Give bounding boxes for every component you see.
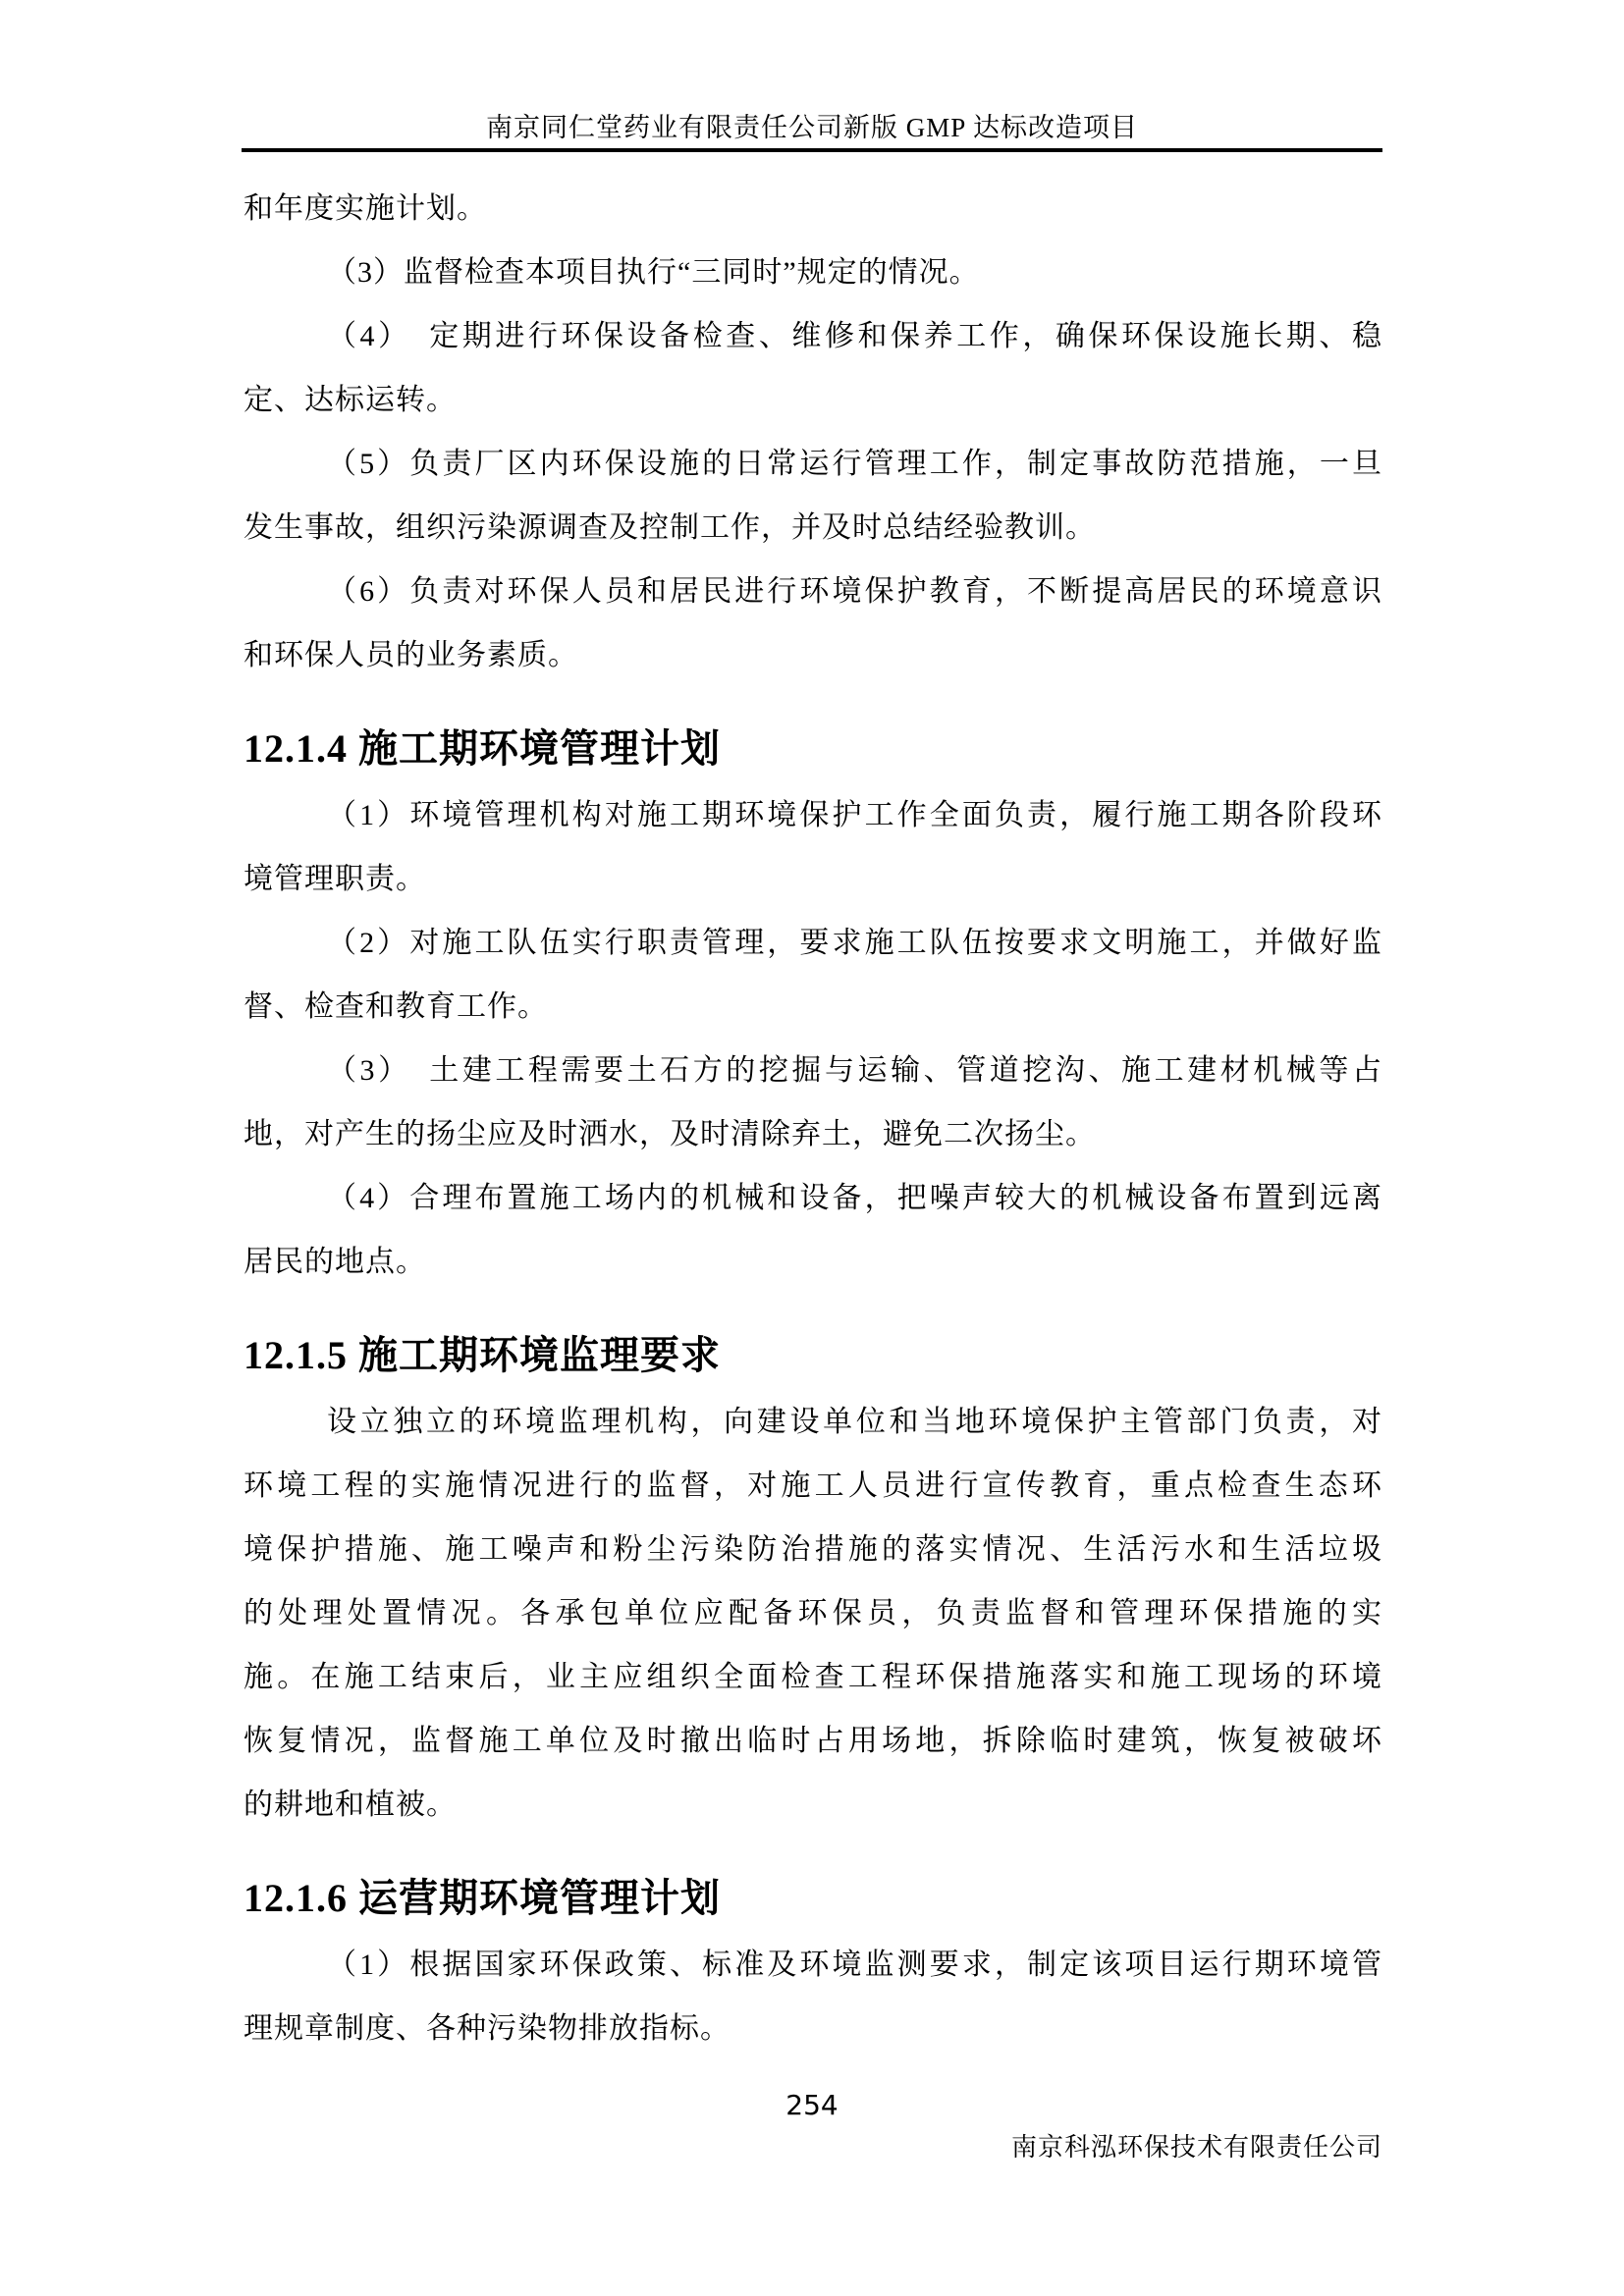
body-line: 的耕地和植被。: [244, 1789, 457, 1821]
body-line: （5）负责厂区内环保设施的日常运行管理工作，制定事故防范措施，一旦: [327, 448, 1382, 480]
body-line: （4） 定期进行环保设备检查、维修和保养工作，确保环保设施长期、稳: [327, 320, 1382, 352]
body-line: 和年度实施计划。: [244, 192, 487, 225]
body-line: （3） 土建工程需要土石方的挖掘与运输、管道挖沟、施工建材机械等占: [327, 1054, 1382, 1087]
body-line: 境管理职责。: [244, 863, 426, 895]
body-line: 地，对产生的扬尘应及时洒水，及时清除弃土，避免二次扬尘。: [244, 1118, 1096, 1150]
body-line: 发生事故，组织污染源调查及控制工作，并及时总结经验教训。: [244, 511, 1096, 544]
document-body: [244, 177, 1382, 2060]
body-line: 施。在施工结束后，业主应组织全面检查工程环保措施落实和施工现场的环境: [244, 1661, 1382, 1693]
body-line: 督、检查和教育工作。: [244, 990, 548, 1023]
body-line: 境保护措施、施工噪声和粉尘污染防治措施的落实情况、生活污水和生活垃圾: [244, 1533, 1382, 1566]
header-divider: [242, 148, 1382, 152]
header-title: 南京同仁堂药业有限责任公司新版 GMP 达标改造项目: [485, 113, 1139, 142]
body-line: 居民的地点。: [244, 1246, 426, 1278]
body-line: 和环保人员的业务素质。: [244, 639, 578, 671]
body-line: （4）合理布置施工场内的机械和设备，把噪声较大的机械设备布置到远离: [327, 1182, 1382, 1214]
body-line: （2）对施工队伍实行职责管理，要求施工队伍按要求文明施工，并做好监: [327, 927, 1382, 959]
body-line: （6）负责对环保人员和居民进行环境保护教育，不断提高居民的环境意识: [327, 575, 1382, 608]
body-line: （1）根据国家环保政策、标准及环境监测要求，制定该项目运行期环境管: [327, 1949, 1382, 1981]
body-line: 的处理处置情况。各承包单位应配备环保员，负责监督和管理环保措施的实: [244, 1597, 1382, 1629]
section-heading: 12.1.5 施工期环境监理要求: [244, 1333, 721, 1377]
body-line: （1）环境管理机构对施工期环境保护工作全面负责，履行施工期各阶段环: [327, 799, 1382, 831]
body-line: 设立独立的环境监理机构，向建设单位和当地环境保护主管部门负责，对: [327, 1406, 1382, 1438]
body-line: 恢复情况，监督施工单位及时撤出临时占用场地，拆除临时建筑，恢复被破坏: [244, 1725, 1382, 1757]
section-heading: 12.1.4 施工期环境管理计划: [244, 726, 721, 771]
body-line: 环境工程的实施情况进行的监督，对施工人员进行宣传教育，重点检查生态环: [244, 1469, 1382, 1502]
section-heading: 12.1.6 运营期环境管理计划: [244, 1876, 721, 1920]
footer-company: 南京科泓环保技术有限责任公司: [1010, 2133, 1382, 2162]
page-number: 254: [785, 2089, 839, 2121]
body-line: 理规章制度、各种污染物排放指标。: [244, 2012, 731, 2045]
body-line: （3）监督检查本项目执行“三同时”规定的情况。: [327, 256, 980, 289]
body-line: 定、达标运转。: [244, 384, 457, 416]
